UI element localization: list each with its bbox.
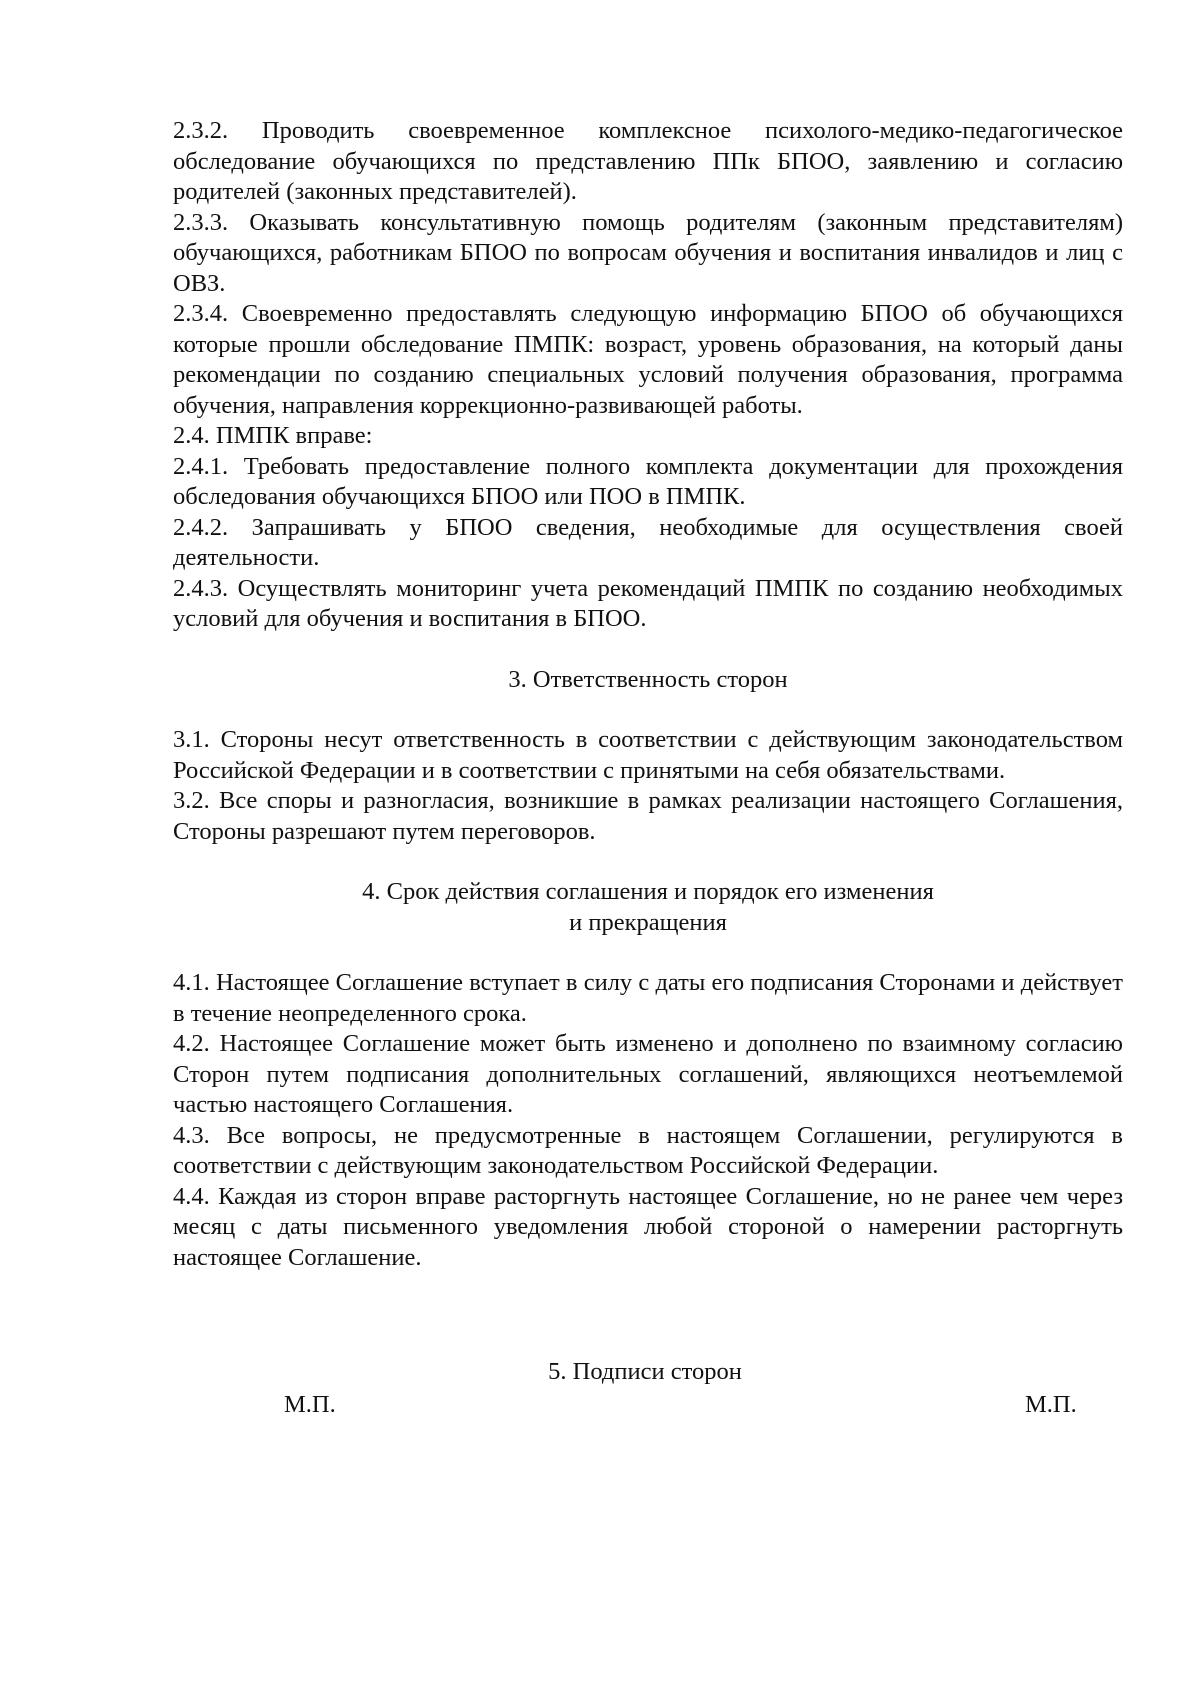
paragraph-2-4: 2.4. ПМПК вправе: bbox=[173, 422, 373, 449]
paragraph-3-1: 3.1. Стороны несут ответственность в соответствии с действующим законодательством Российской Федерации и в соответствии с принятыми на себя обязательствами. bbox=[173, 726, 1123, 784]
paragraph-3-2: 3.2. Все споры и разногласия, возникшие в рамках реализации настоящего Соглашения, Стороны разрешают путем переговоров. bbox=[173, 787, 1123, 845]
paragraph-2-4-3: 2.4.3. Осуществлять мониторинг учета рекомендаций ПМПК по созданию необходимых условий для обучения и воспитания в БПОО. bbox=[173, 574, 1123, 632]
paragraph-2-3-2: 2.3.2. Проводить своевременное комплексное психолого-медико-педагогическое обследование обучающихся по представлению ППк БПОО, заявлению и согласию родителей (законных представителей). bbox=[173, 117, 1123, 205]
stamp-left: М.П. bbox=[284, 1391, 336, 1418]
paragraph-4-1: 4.1. Настоящее Соглашение вступает в силу с даты его подписания Сторонами и действует в течение неопределенного срока. bbox=[173, 969, 1123, 1027]
section-4-heading-line2: и прекращения bbox=[569, 908, 727, 936]
document-body bbox=[173, 116, 1123, 1273]
stamp-right: М.П. bbox=[1025, 1391, 1077, 1418]
section-3-heading: 3. Ответственность сторон bbox=[508, 665, 788, 693]
paragraph-2-3-4: 2.3.4. Своевременно предоставлять следующую информацию БПОО об обучающихся которые прошли обследование ПМПК: возраст, уровень образования, на который даны рекомендации по созданию специальных условий получения образования, программа обучения, направления коррекционно-развивающей работы. bbox=[173, 300, 1123, 419]
paragraph-4-3: 4.3. Все вопросы, не предусмотренные в настоящем Соглашении, регулируются в соответствии с действующим законодательством Российской Федерации. bbox=[173, 1121, 1123, 1179]
section-4-heading-line1: 4. Срок действия соглашения и порядок его изменения bbox=[362, 878, 934, 905]
paragraph-4-2: 4.2. Настоящее Соглашение может быть изменено и дополнено по взаимному согласию Сторон путем подписания дополнительных соглашений, являющихся неотъемлемой частью настоящего Соглашения. bbox=[173, 1030, 1123, 1118]
paragraph-2-3-3: 2.3.3. Оказывать консультативную помощь родителям (законным представителям) обучающихся, работникам БПОО по вопросам обучения и воспитания инвалидов и лиц с ОВЗ. bbox=[173, 208, 1123, 297]
paragraph-2-4-1: 2.4.1. Требовать предоставление полного комплекта документации для прохождения обследования обучающихся БПОО или ПОО в ПМПК. bbox=[173, 452, 1123, 510]
section-5-heading: 5. Подписи сторон bbox=[548, 1358, 742, 1385]
paragraph-2-4-2: 2.4.2. Запрашивать у БПОО сведения, необходимые для осуществления своей деятельности. bbox=[173, 513, 1123, 571]
paragraph-4-4: 4.4. Каждая из сторон вправе расторгнуть настоящее Соглашение, но не ранее чем через месяц с даты письменного уведомления любой стороной о намерении расторгнуть настоящее Соглашение. bbox=[173, 1182, 1123, 1271]
